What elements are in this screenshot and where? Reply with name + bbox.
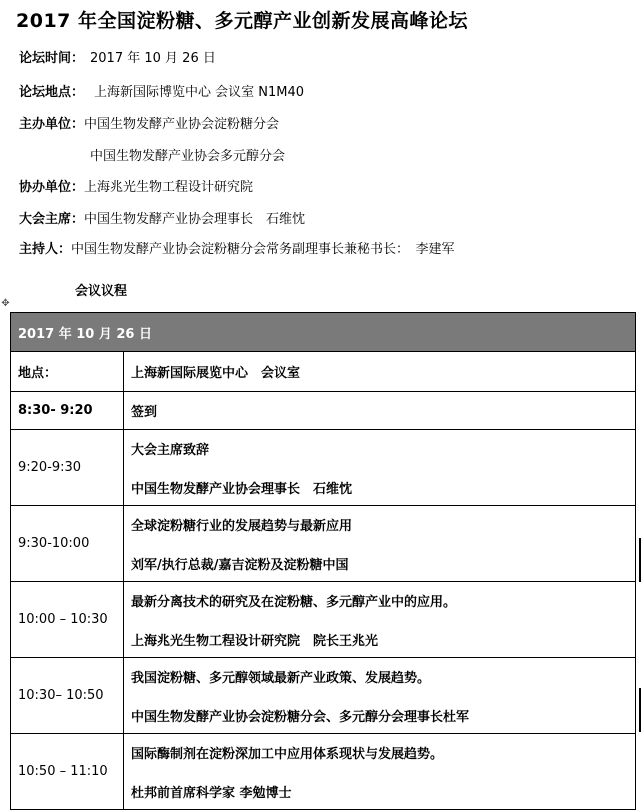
agenda-time: 9:30-10:00: [11, 506, 124, 582]
table-row: [11, 430, 636, 506]
host-label: 主办单位：: [19, 117, 85, 132]
agenda-date-row: [11, 313, 636, 352]
host-organization-2: [90, 145, 285, 164]
cohost-label: 协办单位：: [19, 180, 85, 195]
agenda-content: [124, 658, 636, 734]
agenda-line: 全球淀粉糖行业的发展趋势与最新应用: [131, 518, 353, 534]
page-title: 2017 年全国淀粉糖、多元醇产业创新发展高峰论坛: [16, 10, 468, 32]
host-organization: [19, 113, 279, 132]
forum-time: [19, 47, 216, 66]
agenda-content: [124, 734, 636, 810]
agenda-line: 上海兆光生物工程设计研究院 院长王兆光: [131, 633, 379, 649]
agenda-content: [124, 352, 636, 392]
agenda-content: [124, 506, 636, 582]
host-value-2: 中国生物发酵产业协会多元醇分会: [90, 149, 286, 164]
agenda-line: 刘军/执行总裁/嘉吉淀粉及淀粉糖中国: [131, 557, 349, 573]
agenda-line: 我国淀粉糖、多元醇领域最新产业政策、发展趋势。: [131, 670, 431, 686]
agenda-content: [124, 582, 636, 658]
chair-value: 中国生物发酵产业协会理事长 石维忱: [84, 212, 306, 227]
agenda-content: [124, 430, 636, 506]
agenda-time: 10:50 – 11:10: [11, 734, 124, 810]
moderator-label: 主持人：: [19, 242, 72, 257]
agenda-content: [124, 392, 636, 430]
agenda-heading: 会议议程: [75, 284, 128, 299]
agenda-table: [10, 312, 636, 810]
agenda-time: 地点：: [11, 352, 124, 392]
table-row: [11, 506, 636, 582]
agenda-time: 8:30- 9:20: [11, 392, 124, 430]
agenda-time: 9:20-9:30: [11, 430, 124, 506]
forum-time-label: 论坛时间：: [19, 51, 85, 66]
agenda-line: 中国生物发酵产业协会理事长 石维忱: [131, 481, 353, 497]
moderator: [19, 238, 455, 257]
table-row: [11, 352, 636, 392]
agenda-line: 上海新国际展览中心 会议室: [131, 366, 301, 381]
agenda-line: 最新分离技术的研究及在淀粉糖、多元醇产业中的应用。: [131, 594, 457, 610]
cohost-value: 上海兆光生物工程设计研究院: [84, 180, 254, 195]
co-host-organization: [19, 176, 253, 195]
host-value-1: 中国生物发酵产业协会淀粉糖分会: [84, 117, 280, 132]
table-row: [11, 582, 636, 658]
table-row: [11, 658, 636, 734]
agenda-line: 杜邦前首席科学家 李勉博士: [131, 785, 292, 801]
forum-time-value: 2017 年 10 月 26 日: [90, 51, 216, 66]
agenda-line: 国际酶制剂在淀粉深加工中应用体系现状与发展趋势。: [131, 746, 444, 762]
chair-label: 大会主席：: [19, 212, 85, 227]
agenda-line: 中国生物发酵产业协会淀粉糖分会、多元醇分会理事长杜军: [131, 709, 470, 725]
forum-venue-value: 上海新国际博览中心 会议室 N1M40: [94, 85, 305, 100]
agenda-time: 10:30– 10:50: [11, 658, 124, 734]
table-row: [11, 734, 636, 810]
agenda-line: 大会主席致辞: [131, 442, 210, 458]
agenda-date: 2017 年 10 月 26 日: [11, 313, 636, 352]
forum-venue: [19, 81, 304, 100]
conference-chair: [19, 208, 305, 227]
agenda-line: 签到: [131, 405, 158, 420]
table-move-handle-icon[interactable]: ✥: [1, 298, 10, 309]
moderator-value: 中国生物发酵产业协会淀粉糖分会常务副理事长兼秘书长： 李建军: [71, 242, 455, 257]
forum-venue-label: 论坛地点：: [19, 85, 85, 100]
agenda-time: 10:00 – 10:30: [11, 582, 124, 658]
table-row: [11, 392, 636, 430]
